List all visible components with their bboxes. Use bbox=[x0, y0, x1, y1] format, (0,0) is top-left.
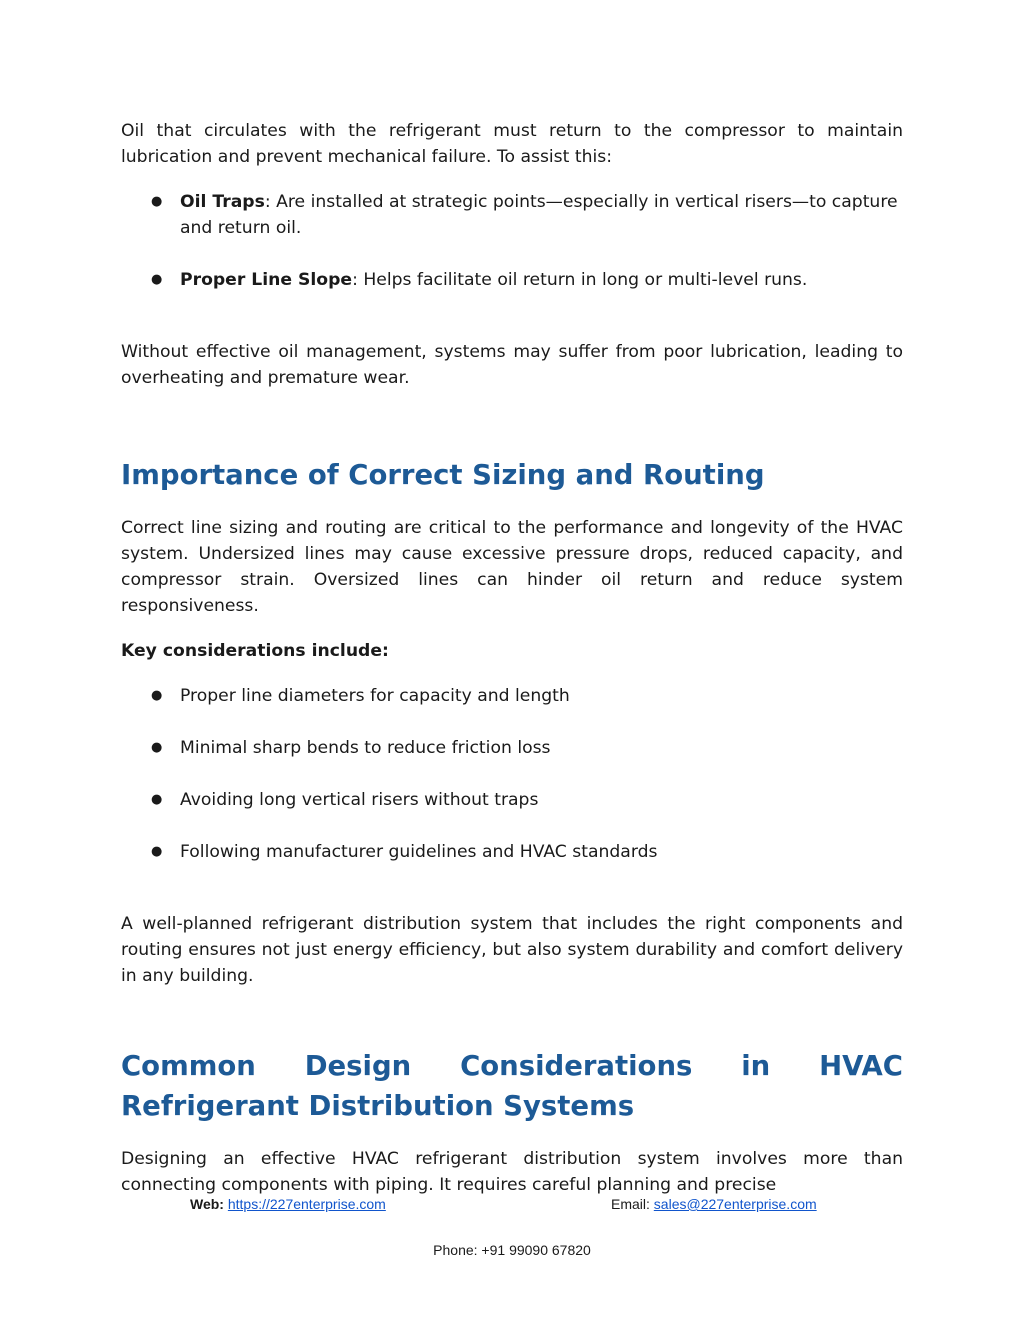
footer-email bbox=[611, 1196, 817, 1212]
key-considerations-heading: Key considerations include: bbox=[121, 641, 389, 661]
bullet-text: Proper line diameters for capacity and length bbox=[180, 686, 570, 706]
bullet-icon: ● bbox=[151, 194, 163, 209]
bullet-text: : Are installed at strategic points—especially in vertical risers—to capture and return oil. bbox=[180, 192, 898, 238]
bullet-text: : Helps facilitate oil return in long or multi-level runs. bbox=[352, 270, 808, 290]
list-item bbox=[121, 189, 903, 241]
document-page bbox=[121, 118, 903, 1198]
sizing-summary-paragraph: A well-planned refrigerant distribution system that includes the right components and routing ensures not just energy efficiency, but also system durability and comfort delivery in any building. bbox=[121, 914, 903, 986]
bullet-icon: ● bbox=[151, 272, 163, 287]
footer-web bbox=[190, 1196, 386, 1212]
bullet-term: Oil Traps bbox=[180, 192, 265, 212]
web-label: Web: bbox=[190, 1196, 224, 1212]
bullet-icon: ● bbox=[151, 688, 163, 703]
considerations-list bbox=[121, 683, 903, 865]
bullet-text: Minimal sharp bends to reduce friction loss bbox=[180, 738, 551, 758]
list-item bbox=[121, 735, 903, 761]
bullet-icon: ● bbox=[151, 844, 163, 859]
list-item bbox=[121, 787, 903, 813]
common-design-paragraph: Designing an effective HVAC refrigerant distribution system involves more than connecting components with piping. It requires careful planning and precise bbox=[121, 1149, 903, 1195]
intro-paragraph: Oil that circulates with the refrigerant must return to the compressor to maintain lubrication and prevent mechanical failure. To assist this: bbox=[121, 121, 903, 167]
sizing-paragraph: Correct line sizing and routing are critical to the performance and longevity of the HVAC system. Undersized lines may cause excessive pressure drops, reduced capacity, and compressor strain. Oversized lines can hinder oil return and reduce system responsiveness. bbox=[121, 518, 903, 616]
oil-summary-paragraph: Without effective oil management, systems may suffer from poor lubrication, leading to overheating and premature wear. bbox=[121, 342, 903, 388]
email-label: Email: bbox=[611, 1196, 650, 1212]
bullet-text: Following manufacturer guidelines and HVAC standards bbox=[180, 842, 658, 862]
bullet-text: Avoiding long vertical risers without traps bbox=[180, 790, 539, 810]
website-link[interactable]: https://227enterprise.com bbox=[227, 1196, 386, 1212]
section-heading-sizing: Importance of Correct Sizing and Routing bbox=[121, 459, 765, 491]
list-item bbox=[121, 267, 903, 293]
section-heading-common-design: Common Design Considerations in HVAC Refrigerant Distribution Systems bbox=[121, 1050, 903, 1122]
email-link[interactable]: sales@227enterprise.com bbox=[653, 1196, 817, 1212]
bullet-icon: ● bbox=[151, 792, 163, 807]
bullet-term: Proper Line Slope bbox=[180, 270, 353, 290]
footer-phone: Phone: +91 99090 67820 bbox=[433, 1242, 591, 1258]
bullet-icon: ● bbox=[151, 740, 163, 755]
list-item bbox=[121, 683, 903, 709]
list-item bbox=[121, 839, 903, 865]
oil-bullet-list bbox=[121, 189, 903, 293]
